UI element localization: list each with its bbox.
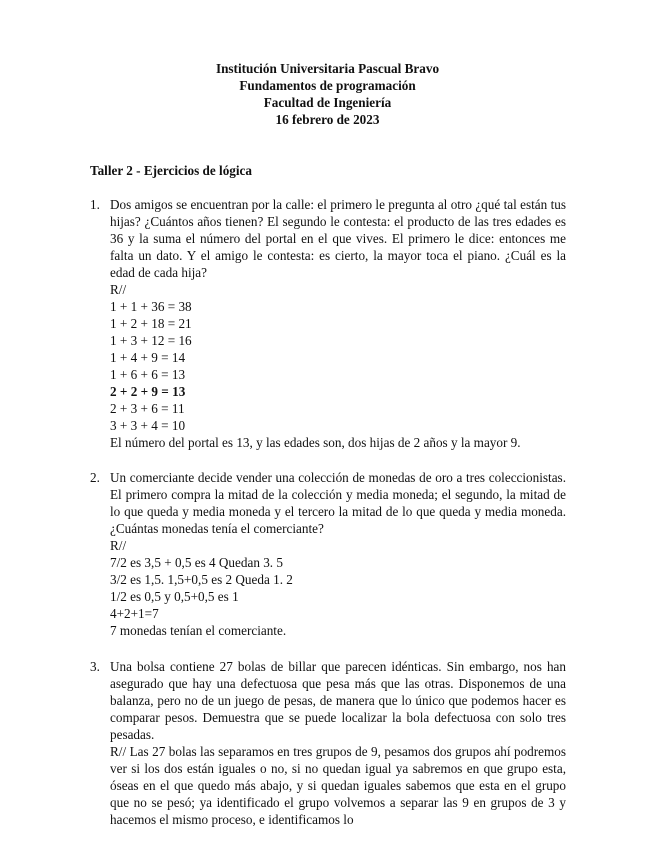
document-header [0,60,655,128]
calc-line: 2 + 3 + 6 = 11 [110,401,185,416]
problem-statement: Una bolsa contiene 27 bolas de billar que parecen idénticas. Sin embargo, nos han asegurado que hay una defectuosa que pesa más que las otras. Disponemos de una balanza, pero no de un juego de pesas, de manera que lo único que podemos hacer es comparar pesos. Demuestra que se puede localizar la bola defectuosa con solo tres pesadas. [110,659,566,742]
problem-3 [90,658,566,828]
document-date: 16 febrero de 2023 [275,112,380,127]
calc-line: 1 + 4 + 9 = 14 [110,350,186,365]
faculty-name: Facultad de Ingeniería [263,95,392,110]
problem-statement: Dos amigos se encuentran por la calle: el primero le pregunta al otro ¿qué tal están tus hijas? ¿Cuántos años tienen? El segundo le contesta: el producto de las tres edades es 36 y la suma el número del portal en el que vives. El primero le dice: entonces me falta un dato. Y el amigo le contesta: es cierto, la mayor toca el piano. ¿Cuál es la edad de cada hija? [110,197,566,280]
calc-line: 1 + 2 + 18 = 21 [110,316,192,331]
problem-number: 2. [90,470,100,485]
problem-number: 1. [90,197,100,212]
answer-label: R// [110,282,127,297]
calc-line: 1 + 3 + 12 = 16 [110,333,192,348]
problem-statement: Un comerciante decide vender una colección de monedas de oro a tres coleccionistas. El primero compra la mitad de la colección y media moneda; el segundo, la mitad de lo que queda y media moneda y el tercero la mitad de lo que queda y media moneda. ¿Cuántas monedas tenía el comerciante? [110,470,566,536]
answer-conclusion: El número del portal es 13, y las edades son, dos hijas de 2 años y la mayor 9. [110,435,521,450]
problem-1 [90,196,566,451]
answer-text: R// Las 27 bolas las separamos en tres grupos de 9, pesamos dos grupos ahí podremos ver si los dos están iguales o no, si no quedan igual ya sabremos en que grupo esta, óseas en el que quedo más abajo, y si quedan iguales sabemos que esta en el grupo que no se pesó; ya identificado el grupo volvemos a separar las 9 en grupos de 3 y hacemos el mismo proceso, e identificamos lo [110,744,566,827]
institution-name: Institución Universitaria Pascual Bravo [215,61,440,76]
calc-line: 1 + 6 + 6 = 13 [110,367,186,382]
problem-2 [90,469,566,639]
calc-line: 1/2 es 0,5 y 0,5+0,5 es 1 [110,589,239,604]
problem-number: 3. [90,659,100,674]
calc-line: 7/2 es 3,5 + 0,5 es 4 Quedan 3. 5 [110,555,283,570]
calc-line-highlighted: 2 + 2 + 9 = 13 [110,384,186,399]
answer-conclusion: 7 monedas tenían el comerciante. [110,623,287,638]
calc-line: 3/2 es 1,5. 1,5+0,5 es 2 Queda 1. 2 [110,572,293,587]
document-title: Taller 2 - Ejercicios de lógica [90,163,253,178]
calc-line: 3 + 3 + 4 = 10 [110,418,186,433]
calc-line: 4+2+1=7 [110,606,159,621]
calc-line: 1 + 1 + 36 = 38 [110,299,192,314]
course-name: Fundamentos de programación [239,78,416,93]
answer-label: R// [110,538,127,553]
